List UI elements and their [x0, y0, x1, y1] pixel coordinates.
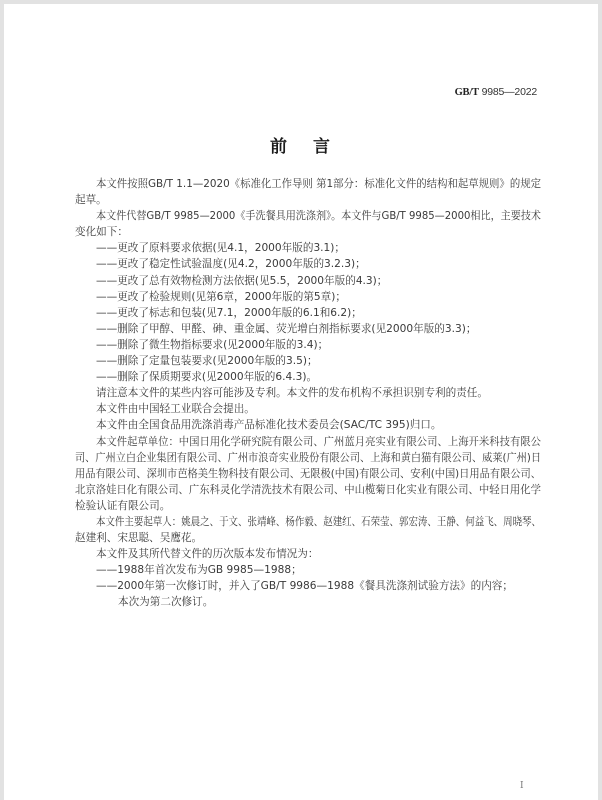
text-line: 本文件起草单位：中国日用化学研究院有限公司、广州蓝月亮实业有限公司、上海开米科技有限公	[96, 435, 541, 448]
text-line: 本文件代替GB/T 9985—2000《手洗餐具用洗涤剂》。本文件与GB/T 9985—2000相比，主要技术	[96, 210, 541, 223]
text-line: 本文件按照GB/T 1.1—2020《标准化工作导则 第1部分：标准化文件的结构和起草规则》的规定	[96, 178, 541, 190]
text-line: ——更改了总有效物检测方法依据(见5.5，2000年版的4.3)；	[96, 274, 388, 287]
text-line: ——1988年首次发布为GB 9985—1988；	[96, 564, 302, 577]
page-number: I	[520, 781, 524, 791]
text-line: ——删除了微生物指标要求(见2000年版的3.4)；	[96, 338, 329, 351]
document-page	[4, 4, 598, 800]
text-line: ——更改了标志和包装(见7.1，2000年版的6.1和6.2)；	[96, 306, 362, 319]
text-line: ——更改了稳定性试验温度(见4.2，2000年版的3.2.3)；	[96, 258, 366, 271]
text-line: 检验认证有限公司。	[75, 499, 171, 512]
text-line: 本文件主要起草人：姚晨之、于文、张靖峰、杨作毅、赵建红、石荣莹、郭宏涛、王静、何益飞、周晓琴、	[96, 515, 541, 528]
text-line: ——更改了检验规则(见第6章，2000年版的第5章)；	[96, 290, 346, 303]
foreword-body	[75, 176, 541, 611]
text-line: ——更改了原料要求依据(见4.1，2000年版的3.1)；	[96, 242, 346, 255]
text-line: 起草。	[75, 194, 107, 207]
standard-code	[304, 86, 537, 98]
text-line: 变化如下：	[75, 226, 128, 239]
text-line: 本文件由全国食品用洗涤消毒产品标准化技术委员会(SAC/TC 395)归口。	[96, 419, 442, 432]
text-line: ——删除了甲醇、甲醛、砷、重金属、荧光增白剂指标要求(见2000年版的3.3)；	[96, 322, 477, 335]
standard-number: 9985—2022	[481, 86, 537, 98]
text-line: 赵建利、宋思聪、吴鹰花。	[75, 532, 203, 545]
text-line: 本文件由中国轻工业联合会提出。	[96, 403, 255, 416]
standard-prefix: GB/T	[454, 87, 479, 98]
text-line: 本文件及其所代替文件的历次版本发布情况为：	[96, 548, 319, 561]
text-line: ——删除了保质期要求(见2000年版的6.4.3)。	[96, 371, 318, 384]
text-line: 本次为第二次修订。	[118, 596, 214, 609]
text-line: 请注意本文件的某些内容可能涉及专利。本文件的发布机构不承担识别专利的责任。	[96, 387, 488, 400]
text-line: ——删除了定量包装要求(见2000年版的3.5)；	[96, 355, 318, 368]
text-line: 北京洛娃日化有限公司、广东科灵化学清洗技术有限公司、中山榄菊日化实业有限公司、中轻日用化学	[75, 483, 541, 496]
text-line: 用品有限公司、深圳市芭格美生物科技有限公司、无限极(中国)有限公司、安利(中国)日用品有限公司、	[75, 467, 541, 480]
page-title: 前言	[270, 137, 356, 157]
text-line: 司、广州立白企业集团有限公司、广州市浪奇实业股份有限公司、上海和黄白猫有限公司、威莱(广州)日	[75, 451, 541, 464]
text-line: ——2000年第一次修订时，并入了GB/T 9986—1988《餐具洗涤剂试验方法》的内容；	[96, 580, 513, 593]
